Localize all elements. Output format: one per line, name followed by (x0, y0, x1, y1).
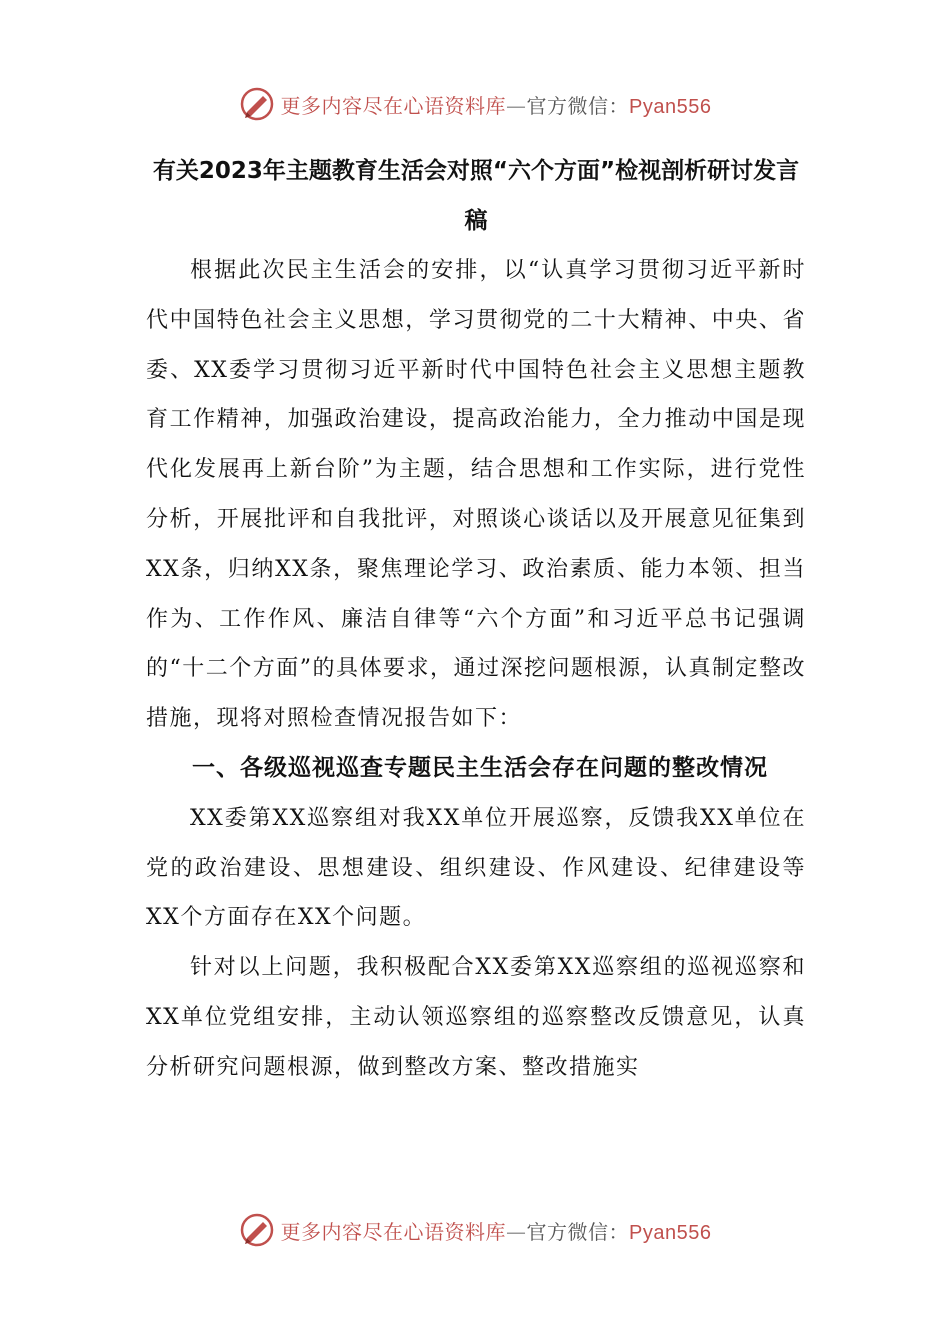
banner-dash: — (506, 1219, 527, 1244)
footer-banner (0, 1210, 950, 1250)
document-body (146, 146, 806, 1093)
document-title: 有关2023年主题教育生活会对照“六个方面”检视剖析研讨发言稿 (152, 158, 800, 234)
banner-text (281, 1216, 712, 1245)
banner-wechat-label: 官方微信： (526, 1219, 630, 1244)
banner-wechat-id: Pyan556 (629, 95, 712, 118)
banner-wechat-id: Pyan556 (629, 1221, 712, 1244)
pen-logo-icon (239, 1212, 275, 1248)
banner-dash: — (506, 93, 527, 118)
banner-wechat-label: 官方微信： (526, 93, 630, 118)
intro-paragraph: 根据此次民主生活会的安排，以“认真学习贯彻习近平新时代中国特色社会主义思想，学习贯彻党的二十大精神、中央、省委、XX委学习贯彻习近平新时代中国特色社会主义思想主题教育工作精神，加强政治建设，提高政治能力，全力推动中国是现代化发展再上新台阶”为主题，结合思想和工作实际，进行党性分析，开展批评和自我批评，对照谈心谈话以及开展意见征集到XX条，归纳XX条，聚焦理论学习、政治素质、能力本领、担当作为、工作作风、廉洁自律等“六个方面”和习近平总书记强调的“十二个方面”的具体要求，通过深挖问题根源，认真制定整改措施，现将对照检查情况报告如下： (146, 258, 806, 732)
banner-text (281, 90, 712, 119)
paragraph-2: XX委第XX巡察组对我XX单位开展巡察，反馈我XX单位在党的政治建设、思想建设、组织建设、作风建设、纪律建设等XX个方面存在XX个问题。 (146, 805, 806, 931)
pen-logo-icon (239, 86, 275, 122)
header-banner (0, 84, 950, 124)
banner-main: 更多内容尽在心语资料库 (280, 93, 507, 118)
banner-main: 更多内容尽在心语资料库 (280, 1219, 507, 1244)
paragraph-3: 针对以上问题，我积极配合XX委第XX巡察组的巡视巡察和XX单位党组安排，主动认领巡察组的巡察整改反馈意见，认真分析研究问题根源，做到整改方案、整改措施实 (146, 955, 806, 1080)
section-heading-1: 一、各级巡视巡查专题民主生活会存在问题的整改情况 (192, 754, 768, 781)
